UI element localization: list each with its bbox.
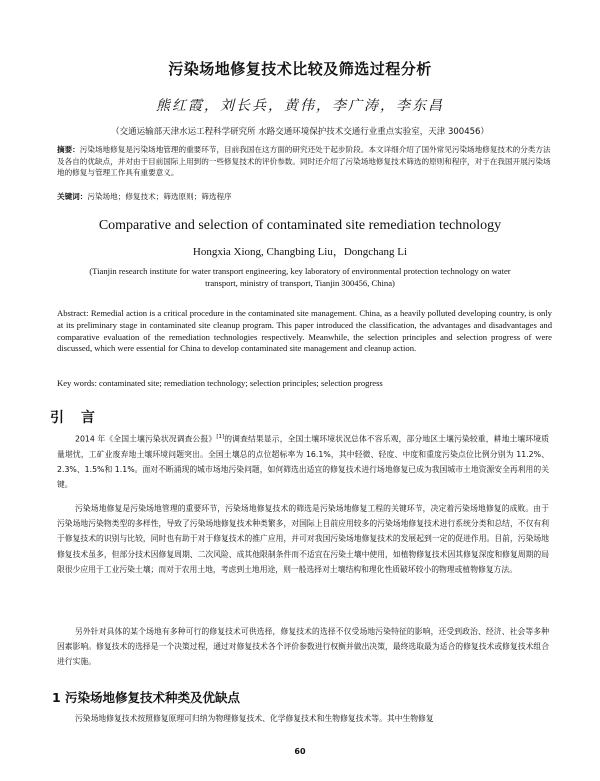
intro-heading: 引 言 bbox=[50, 410, 101, 426]
english-abstract-label: Abstract: bbox=[57, 308, 89, 318]
english-title: Comparative and selection of contaminated site remediation technology bbox=[98, 218, 502, 233]
english-affiliation: (Tianjin research institute for water transport engineering, key laboratory of environmental protection technology on water transport, ministry of transport, Tianjin 300456, China) bbox=[89, 266, 511, 288]
chinese-keywords bbox=[57, 191, 552, 202]
citation-ref: [1] bbox=[216, 434, 225, 440]
english-keywords-label: Key words: bbox=[57, 378, 97, 388]
intro-p1-start: 2014 年《全国土壤污染状况调查公报》 bbox=[75, 434, 217, 444]
english-abstract bbox=[57, 308, 552, 355]
chinese-title: 污染场地修复技术比较及筛选过程分析 bbox=[168, 60, 432, 78]
intro-p1-rest: 的调查结果显示，全国土壤环境状况总体不容乐观，部分地区土壤污染较重，耕地土壤环境质量堪忧，工矿业废弃地土壤环境问题突出。全国土壤总的点位超标率为 16.1%，其中轻微、轻度、中度和重度污染点位比例分别为 11.2%、2.3%、1.5%和 1.1%。面对不断涌现的城市场地污染问题，如何筛选出适宜的修复技术进行场地修复已成为我国城市土地资源安全再利用的关键。 bbox=[57, 434, 549, 490]
chinese-authors: 熊红霞，刘长兵，黄伟，李广涛，李东昌 bbox=[156, 98, 444, 114]
english-keywords-text: contaminated site; remediation technology; selection principles; selection progress bbox=[99, 378, 383, 388]
page-number: 60 bbox=[294, 747, 306, 756]
chinese-keywords-label: 关键词： bbox=[57, 192, 88, 201]
chinese-keywords-text: 污染场地；修复技术；筛选原则；筛选程序 bbox=[87, 192, 232, 201]
chinese-abstract bbox=[57, 144, 552, 179]
intro-paragraph-1 bbox=[57, 430, 549, 492]
chinese-affiliation: （交通运输部天津水运工程科学研究所 水路交通环境保护技术交通行业重点实验室，天津 300456） bbox=[111, 127, 489, 137]
english-keywords bbox=[57, 378, 552, 388]
chinese-abstract-text: 污染场地修复是污染场地管理的重要环节，目前我国在这方面的研究还处于起步阶段。本文详细介绍了国外常见污染场地修复技术的分类方法及各自的优缺点，并对由于目前国际上用到的一些修复技术的评价参数。同时还介绍了污染场地修复技术筛选的原则和程序，对于在我国开展污染场地的修复与管理工作具有重要意义。 bbox=[57, 145, 551, 177]
english-authors: Hongxia Xiong, Changbing Liu，Dongchang Li bbox=[192, 246, 408, 258]
chinese-abstract-label: 摘要： bbox=[57, 145, 80, 154]
english-abstract-text: Remedial action is a critical procedure in the contaminated site management. China, as a heavily polluted developing country, is only at its preliminary stage in contaminated site cleanup program. This paper introduced the classification, the advantages and disadvantages and comparative evaluation of the remediation technologies respectively. Meanwhile, the selection principles and selection progress of were discussed, which were essential for China to develop contaminated site management and cleanup action. bbox=[57, 308, 552, 354]
section-1-heading: 1 污染场地修复技术种类及优缺点 bbox=[52, 690, 241, 705]
intro-paragraph-2: 污染场地修复是污染场地管理的重要环节，污染场地修复技术的筛选是污染场地修复工程的关键环节，决定着污染场地修复的成败。由于污染场地污染物类型的多样性，导致了污染场地修复技术种类繁多，对国际上目前应用较多的污染场地修复技术进行系统分类和总结，不仅有利于修复技术的识别与比较，同时也有助于对于修复技术的推广应用，并可对我国污染场地修复技术的发展起到一定的促进作用。目前，污染场地修复技术虽多，但部分技术因修复周期、二次风险、成其他限制条件而不适宜在污染土壤中使用，如植物修复技术因其修复深度和修复周期的局限很少应用于工业污染土壤；而对于农用土地，考虑到土地用途，则一般选择对土壤结构和理化性质破坏较小的物理或植物修复方法。 bbox=[57, 504, 549, 574]
section-1-paragraph: 污染场地修复技术按照修复原理可归纳为物理修复技术、化学修复技术和生物修复技术等。其中生物修复 bbox=[75, 714, 434, 723]
intro-paragraph-3: 另外针对具体的某个场地有多种可行的修复技术可供选择，修复技术的选择不仅受场地污染特征的影响，还受到政治、经济、社会等多种因素影响。修复技术的选择是一个决策过程，通过对修复技术各个评价参数进行权衡并做出决策，最终选取最为适合的修复技术或修复技术组合进行实施。 bbox=[57, 627, 549, 667]
